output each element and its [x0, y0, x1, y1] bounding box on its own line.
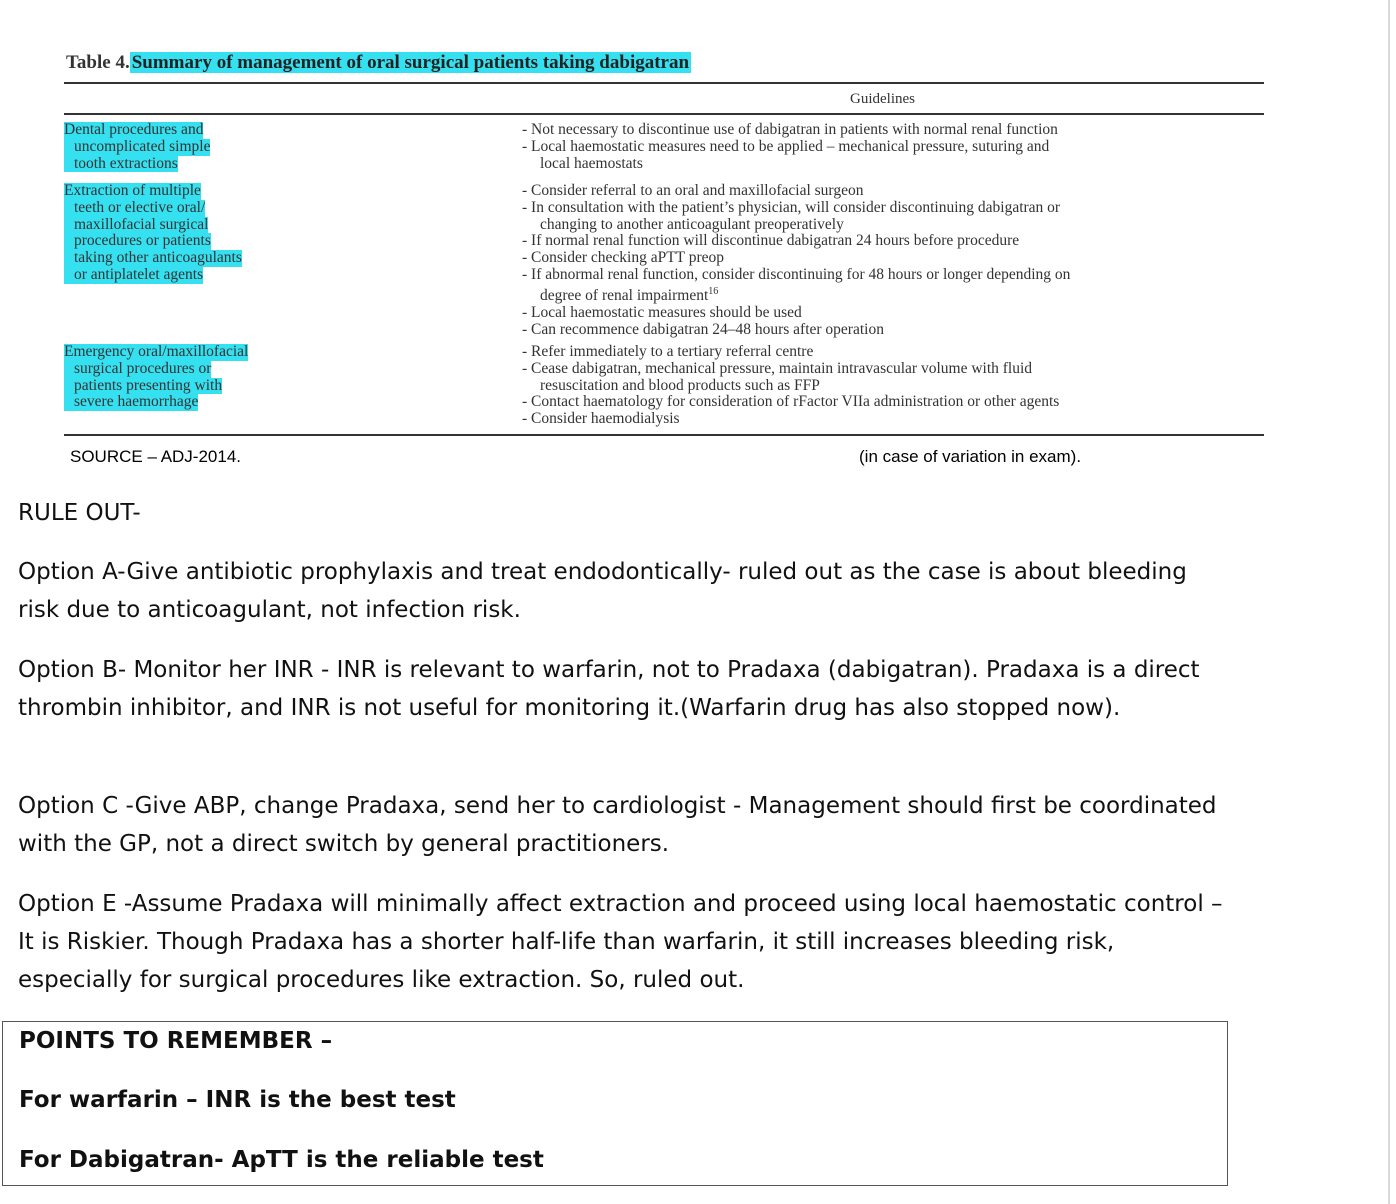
guideline-item: - Refer immediately to a tertiary referral centre	[522, 343, 814, 360]
guideline-continuation: local haemostats	[540, 154, 643, 172]
procedure-line: surgical procedures or	[64, 361, 211, 378]
guideline-item: - In consultation with the patient’s physician, will consider discontinuing dabigatran or	[522, 198, 1061, 216]
guideline-item: - Can recommence dabigatran 24–48 hours after operation	[522, 320, 884, 338]
procedure-line: maxillofacial surgical	[64, 217, 208, 234]
table-bottom-rule	[64, 434, 1264, 436]
option-b-paragraph: Option B- Monitor her INR - INR is relevant to warfarin, not to Pradaxa (dabigatran). Pradaxa is a direct thrombin inhibitor, and INR is not useful for monitoring it.(Warfarin drug has also stopped now).	[18, 657, 1200, 721]
points-to-remember-box	[2, 1021, 1228, 1186]
procedure-line: Dental procedures and	[64, 121, 204, 138]
procedure-line: Emergency oral/maxillofacial	[64, 343, 249, 360]
option-c-paragraph: Option C -Give ABP, change Pradaxa, send her to cardiologist - Management should first be coordinated with the GP, not a direct switch by general practitioners.	[18, 793, 1217, 857]
procedure-line: or antiplatelet agents	[64, 267, 203, 284]
guideline-item: - Local haemostatic measures need to be applied – mechanical pressure, suturing and	[522, 137, 1050, 155]
guideline-continuation-text: degree of renal impairment	[540, 286, 709, 304]
guideline-item: - Local haemostatic measures should be used	[522, 303, 802, 321]
procedure-cell	[64, 122, 364, 172]
procedure-cell	[64, 344, 364, 411]
source-citation: SOURCE – ADJ-2014.	[70, 447, 242, 466]
page-edge-divider	[1388, 0, 1390, 1204]
guidelines-cell	[522, 183, 1264, 338]
guideline-item: - Contact haematology for consideration of rFactor VIIa administration or other agents	[522, 393, 1060, 411]
procedure-line: tooth extractions	[64, 156, 178, 173]
points-heading: POINTS TO REMEMBER –	[19, 1028, 333, 1054]
table-top-rule	[64, 82, 1264, 84]
rule-out-heading: RULE OUT-	[18, 500, 141, 526]
option-a-paragraph: Option A-Give antibiotic prophylaxis and treat endodontically- ruled out as the case is about bleeding risk due to anticoagulant, not infection risk.	[18, 559, 1187, 623]
guideline-item: - Not necessary to discontinue use of dabigatran in patients with normal renal function	[522, 121, 1058, 138]
guideline-continuation: resuscitation and blood products such as FFP	[540, 376, 820, 394]
procedure-line: teeth or elective oral/	[64, 200, 205, 217]
guideline-item: - Consider haemodialysis	[522, 410, 680, 428]
guideline-continuation	[522, 284, 1264, 305]
guideline-item: - Consider checking aPTT preop	[522, 249, 725, 267]
guideline-item: - Cease dabigatran, mechanical pressure, maintain intravascular volume with fluid	[522, 359, 1033, 377]
guideline-item: - If normal renal function will discontinue dabigatran 24 hours before procedure	[522, 232, 1020, 250]
guidelines-cell	[522, 344, 1264, 428]
table-label: Table 4.	[66, 52, 130, 73]
guidelines-column-header: Guidelines	[850, 91, 915, 107]
option-e-paragraph: Option E -Assume Pradaxa will minimally affect extraction and proceed using local haemostatic control – It is Riskier. Though Pradaxa has a shorter half-life than warfarin, it still increases bleeding risk, especially for surgical procedures like extraction. So, ruled out.	[18, 891, 1223, 993]
guidelines-cell	[522, 122, 1264, 172]
table-header-rule	[64, 113, 1264, 115]
guideline-item: - Consider referral to an oral and maxillofacial surgeon	[522, 182, 864, 199]
guideline-continuation: changing to another anticoagulant preoperatively	[540, 215, 844, 233]
procedure-line: severe haemorrhage	[64, 394, 198, 411]
procedure-line: uncomplicated simple	[64, 139, 210, 156]
procedure-line: taking other anticoagulants	[64, 250, 242, 267]
footnote-reference: 16	[708, 285, 719, 297]
procedure-cell	[64, 183, 364, 284]
procedure-line: patients presenting with	[64, 378, 222, 395]
point-dabigatran: For Dabigatran- ApTT is the reliable test	[19, 1147, 544, 1173]
guideline-item: - If abnormal renal function, consider discontinuing for 48 hours or longer depending on	[522, 265, 1071, 283]
procedure-line: Extraction of multiple	[64, 182, 201, 199]
table-title: Summary of management of oral surgical patients taking dabigatran	[131, 52, 690, 73]
table-caption	[66, 52, 691, 74]
procedure-line: procedures or patients	[64, 233, 211, 250]
source-note: (in case of variation in exam).	[859, 447, 1082, 466]
point-warfarin: For warfarin – INR is the best test	[19, 1087, 456, 1113]
